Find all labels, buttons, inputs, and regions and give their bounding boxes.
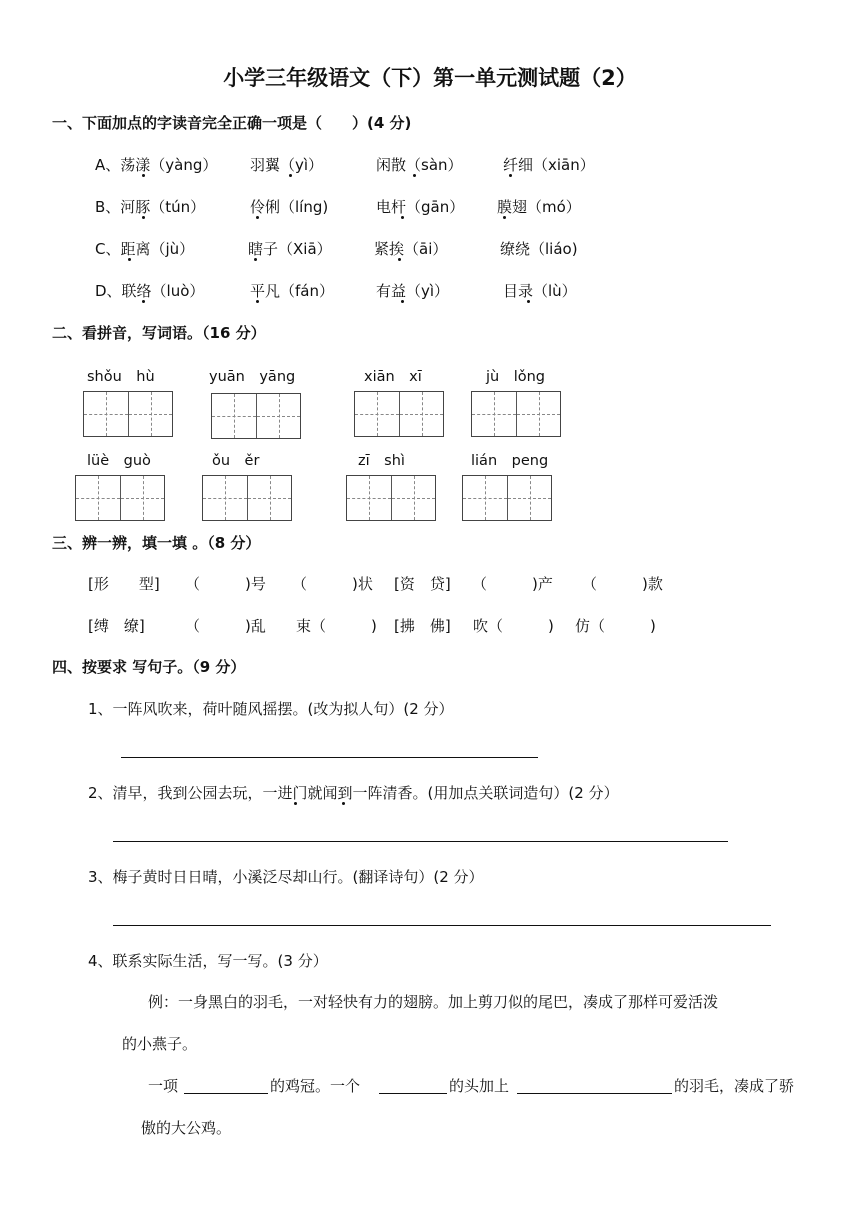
writing-grid[interactable] xyxy=(83,391,173,437)
option-b-3: 电杆（gān） xyxy=(376,198,465,216)
writing-grid[interactable] xyxy=(462,475,552,521)
pinyin-label: yuān yāng xyxy=(209,369,296,385)
word-pair: [形 型] xyxy=(88,575,160,593)
fill-blank[interactable]: 束（ ) xyxy=(296,617,377,635)
word-pair: [拂 佛] xyxy=(394,617,451,635)
pinyin-label: xiān xī xyxy=(364,369,422,385)
section-4-heading: 四、按要求 写句子。（9 分） xyxy=(52,658,246,676)
section-3-heading: 三、辨一辨，填一填 。（8 分） xyxy=(52,534,261,552)
writing-grid[interactable] xyxy=(211,393,301,439)
option-c-3: 紧挨（āi） xyxy=(374,240,448,258)
emphasis-dot xyxy=(254,258,257,261)
fill-blank[interactable]: （ )号 xyxy=(185,575,266,593)
emphasis-dot xyxy=(509,174,512,177)
option-a-3: 闲散（sàn） xyxy=(376,156,463,174)
option-d-1: D、联络（luò） xyxy=(95,282,205,300)
option-b-4: 膜翅（mó） xyxy=(497,198,581,216)
answer-line[interactable] xyxy=(113,841,728,842)
question-3: 3、梅子黄时日日晴，小溪泛尽却山行。(翻译诗句）(2 分） xyxy=(88,868,484,886)
emphasis-dot xyxy=(401,300,404,303)
emphasis-dot xyxy=(503,216,506,219)
question-4: 4、联系实际生活，写一写。(3 分） xyxy=(88,952,328,970)
section-2-heading: 二、看拼音，写词语。（16 分） xyxy=(52,324,266,342)
writing-grid[interactable] xyxy=(354,391,444,437)
emphasis-dot xyxy=(142,174,145,177)
fill-blank-line[interactable] xyxy=(517,1093,672,1094)
pinyin-label: lián peng xyxy=(471,453,549,469)
option-d-2: 平凡（fán） xyxy=(250,282,334,300)
emphasis-dot xyxy=(413,174,416,177)
fill-blank[interactable]: 吹（ ) xyxy=(473,617,554,635)
fill-text: 的头加上 xyxy=(449,1077,510,1095)
fill-blank[interactable]: （ )产 xyxy=(472,575,553,593)
emphasis-dot xyxy=(398,258,401,261)
emphasis-dot xyxy=(142,300,145,303)
page-title: 小学三年级语文（下）第一单元测试题（2） xyxy=(223,66,637,90)
option-a-4: 纤细（xiān） xyxy=(503,156,595,174)
fill-blank-line[interactable] xyxy=(379,1093,447,1094)
example-text: 的小燕子。 xyxy=(122,1035,198,1053)
answer-line[interactable] xyxy=(113,925,771,926)
emphasis-dot xyxy=(289,174,292,177)
option-b-2: 伶俐（líng) xyxy=(250,198,329,216)
option-d-4: 目录（lù） xyxy=(503,282,577,300)
fill-text: 的鸡冠。一个 xyxy=(270,1077,361,1095)
fill-blank-line[interactable] xyxy=(184,1093,268,1094)
emphasis-dot xyxy=(142,216,145,219)
pinyin-label: zī shì xyxy=(358,453,405,469)
emphasis-dot xyxy=(342,802,345,805)
example-text: 例：一身黑白的羽毛，一对轻快有力的翅膀。加上剪刀似的尾巴，凑成了那样可爱活泼 xyxy=(148,993,719,1011)
option-a-2: 羽翼（yì） xyxy=(250,156,324,174)
fill-blank[interactable]: （ )状 xyxy=(292,575,373,593)
pinyin-label: shǒu hù xyxy=(87,369,155,385)
emphasis-dot xyxy=(128,258,131,261)
question-2: 2、清早，我到公园去玩，一进门就闻到一阵清香。(用加点关联词造句）(2 分） xyxy=(88,784,619,802)
section-1-heading: 一、下面加点的字读音完全正确一项是（ ）(4 分) xyxy=(52,114,412,132)
writing-grid[interactable] xyxy=(202,475,292,521)
question-1: 1、一阵风吹来，荷叶随风摇摆。(改为拟人句）(2 分） xyxy=(88,700,454,718)
pinyin-label: lüè guò xyxy=(87,453,151,469)
option-c-2: 瞎子（Xiā） xyxy=(248,240,332,258)
fill-blank[interactable]: （ )乱 xyxy=(185,617,266,635)
pinyin-label: ǒu ěr xyxy=(212,453,260,469)
fill-text: 的羽毛，凑成了骄 xyxy=(674,1077,795,1095)
emphasis-dot xyxy=(401,216,404,219)
fill-blank[interactable]: 仿（ ) xyxy=(575,617,656,635)
answer-line[interactable] xyxy=(121,757,538,758)
option-b-1: B、河豚（tún） xyxy=(95,198,206,216)
word-pair: [缚 缭] xyxy=(88,617,145,635)
fill-blank[interactable]: （ )款 xyxy=(582,575,663,593)
option-c-1: C、距离（jù） xyxy=(95,240,195,258)
pinyin-label: jù lǒng xyxy=(486,369,546,385)
word-pair: [资 贷] xyxy=(394,575,451,593)
emphasis-dot xyxy=(256,216,259,219)
fill-text: 一项 xyxy=(148,1077,179,1095)
writing-grid[interactable] xyxy=(346,475,436,521)
emphasis-dot xyxy=(527,300,530,303)
writing-grid[interactable] xyxy=(471,391,561,437)
option-d-3: 有益（yì） xyxy=(376,282,450,300)
emphasis-dot xyxy=(256,300,259,303)
writing-grid[interactable] xyxy=(75,475,165,521)
emphasis-dot xyxy=(294,802,297,805)
option-c-4: 缭绕（liáo) xyxy=(500,240,578,258)
option-a-1: A、荡漾（yàng） xyxy=(95,156,218,174)
fill-text: 傲的大公鸡。 xyxy=(141,1119,232,1137)
